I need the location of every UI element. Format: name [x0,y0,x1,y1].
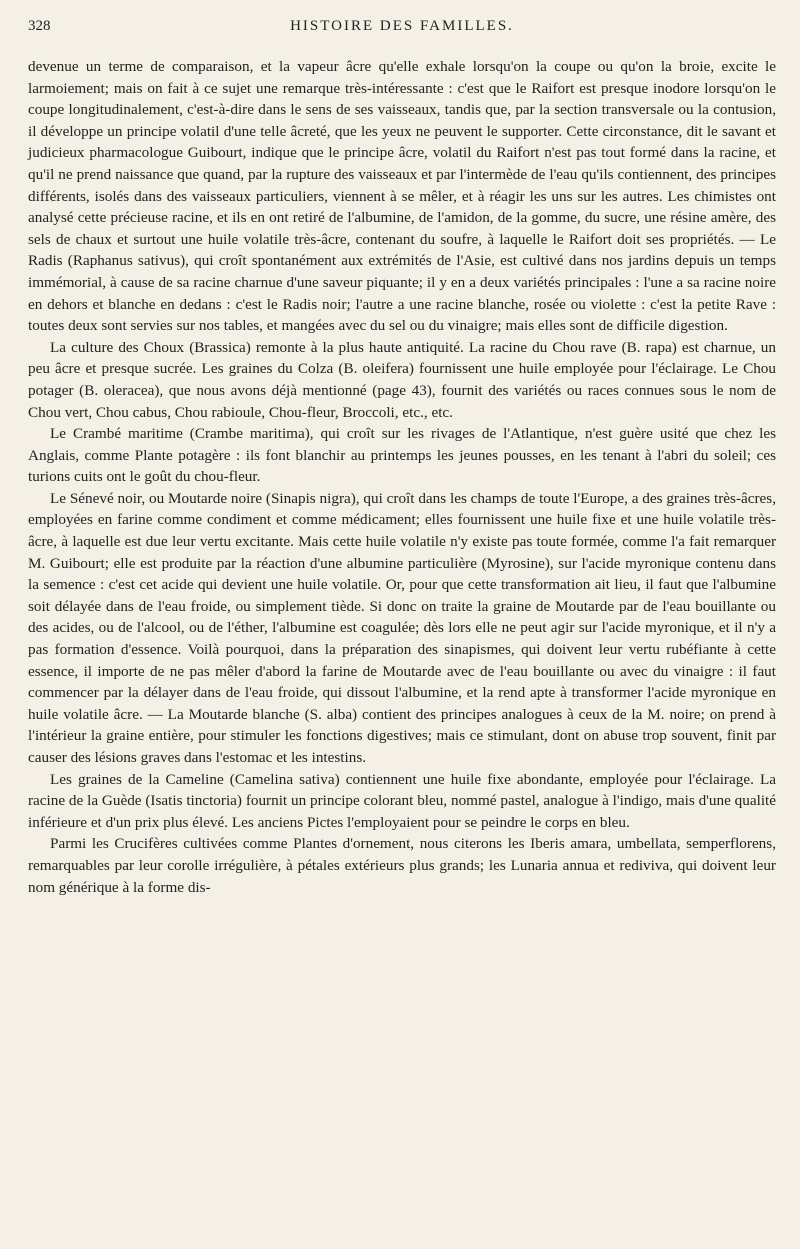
paragraph: Le Sénevé noir, ou Moutarde noire (Sinapis nigra), qui croît dans les champs de toute l'Europe, a des graines très-âcres, employées en farine comme condiment et comme médicament; elles fournissent une huile fixe et une huile volatile très-âcre, à laquelle est due leur vertu excitante. Mais cette huile volatile n'y existe pas toute formée, comme l'a fait remarquer M. Guibourt; elle est produite par la réaction d'une albumine particulière (Myrosine), sur l'acide myronique contenu dans la semence : c'est cet acide qui devient une huile volatile. Or, pour que cette transformation ait lieu, il faut que l'albumine soit délayée dans de l'eau froide, ou simplement tiède. Si donc on traite la graine de Moutarde par de l'eau bouillante ou des acides, ou de l'alcool, ou de l'éther, l'albumine est coagulée; dès lors elle ne peut agir sur l'acide myronique, et il n'y a pas formation d'essence. Voilà pourquoi, dans la préparation des sinapismes, qui doivent leur vertu rubéfiante à cette essence, il importe de ne pas mêler d'abord la farine de Moutarde avec de l'eau bouillante ou avec du vinaigre : il faut commencer par la délayer dans de l'eau froide, qui dissout l'albumine, et la rend apte à transformer l'acide myronique en huile volatile âcre. — La Moutarde blanche (S. alba) contient des principes analogues à ceux de la M. noire; on prend à l'intérieur la graine entière, pour stimuler les fonctions digestives; mais ce stimulant, dont on abuse trop souvent, finit par causer des lésions graves dans l'estomac et les intestins. [28,489,776,766]
page-header [28,18,776,42]
paragraph: Parmi les Crucifères cultivées comme Plantes d'ornement, nous citerons les Iberis amara, umbellata, semperflorens, remarquables par leur corolle irrégulière, à pétales extérieurs plus grands; les Lunaria annua et rediviva, qui doivent leur nom générique à la forme dis- [28,835,776,896]
paragraph: La culture des Choux (Brassica) remonte à la plus haute antiquité. La racine du Chou rave (B. rapa) est charnue, un peu âcre et presque sucrée. Les graines du Colza (B. oleifera) fournissent une huile employée pour l'éclairage. Le Chou potager (B. oleracea), que nous avons déjà mentionné (page 43), fournit des variétés ou races connues sous le nom de Chou vert, Chou cabus, Chou rabioule, Chou-fleur, Broccoli, etc., etc. [28,338,776,421]
paragraph: devenue un terme de comparaison, et la vapeur âcre qu'elle exhale lorsqu'on la coupe ou qu'on la broie, excite le larmoiement; mais on fait à ce sujet une remarque très-intéressante : c'est que le Raifort est presque inodore lorsqu'on le coupe longitudinalement, c'est-à-dire dans le sens de ses vaisseaux, tandis que, par la section transversale ou la contusion, il développe un principe volatil d'une telle âcreté, que les yeux ne peuvent le supporter. Cette circonstance, dit le savant et judicieux pharmacologue Guibourt, indique que le principe âcre, volatil du Raifort n'est pas tout formé dans la racine, et qu'il ne prend naissance que quand, par la rupture des vaisseaux et par l'intermède de l'eau qu'ils contiennent, des principes différents, isolés dans des vaisseaux particuliers, viennent à se mêler, et à réagir les uns sur les autres. Les chimistes ont analysé cette précieuse racine, et ils en ont retiré de l'albumine, de l'amidon, de la gomme, du sucre, une résine amère, des sels de chaux et surtout une huile volatile très-âcre, contenant du soufre, à laquelle le Raifort doit ses propriétés. — Le Radis (Raphanus sativus), qui croît spontanément aux extrémités de l'Asie, est cultivé dans nos jardins depuis un temps immémorial, à cause de sa racine charnue d'une saveur piquante; il y en a deux variétés principales : l'une a sa racine noire en dehors et blanche en dedans : c'est le Radis noir; l'autre a une racine blanche, rosée ou violette : c'est la petite Rave : toutes deux sont servies sur nos tables, et mangées avec du sel ou du vinaigre; mais elles sont de difficile digestion. [28,58,776,335]
running-title: HISTOIRE DES FAMILLES. [290,18,514,34]
paragraph: Le Crambé maritime (Crambe maritima), qui croît sur les rivages de l'Atlantique, n'est guère usité que chez les Anglais, comme Plante potagère : ils font blanchir au printemps les jeunes pousses, en les tenant à l'abri du soleil; ces turions cuits ont le goût du chou-fleur. [28,425,776,486]
page-body [28,56,776,898]
paragraph: Les graines de la Cameline (Camelina sativa) contiennent une huile fixe abondante, employée pour l'éclairage. La racine de la Guède (Isatis tinctoria) fournit un principe colorant bleu, nommé pastel, analogue à l'indigo, mais d'une qualité inférieure et d'un prix plus élevé. Les anciens Pictes l'employaient pour se peindre le corps en bleu. [28,770,776,831]
page-number: 328 [28,18,51,34]
